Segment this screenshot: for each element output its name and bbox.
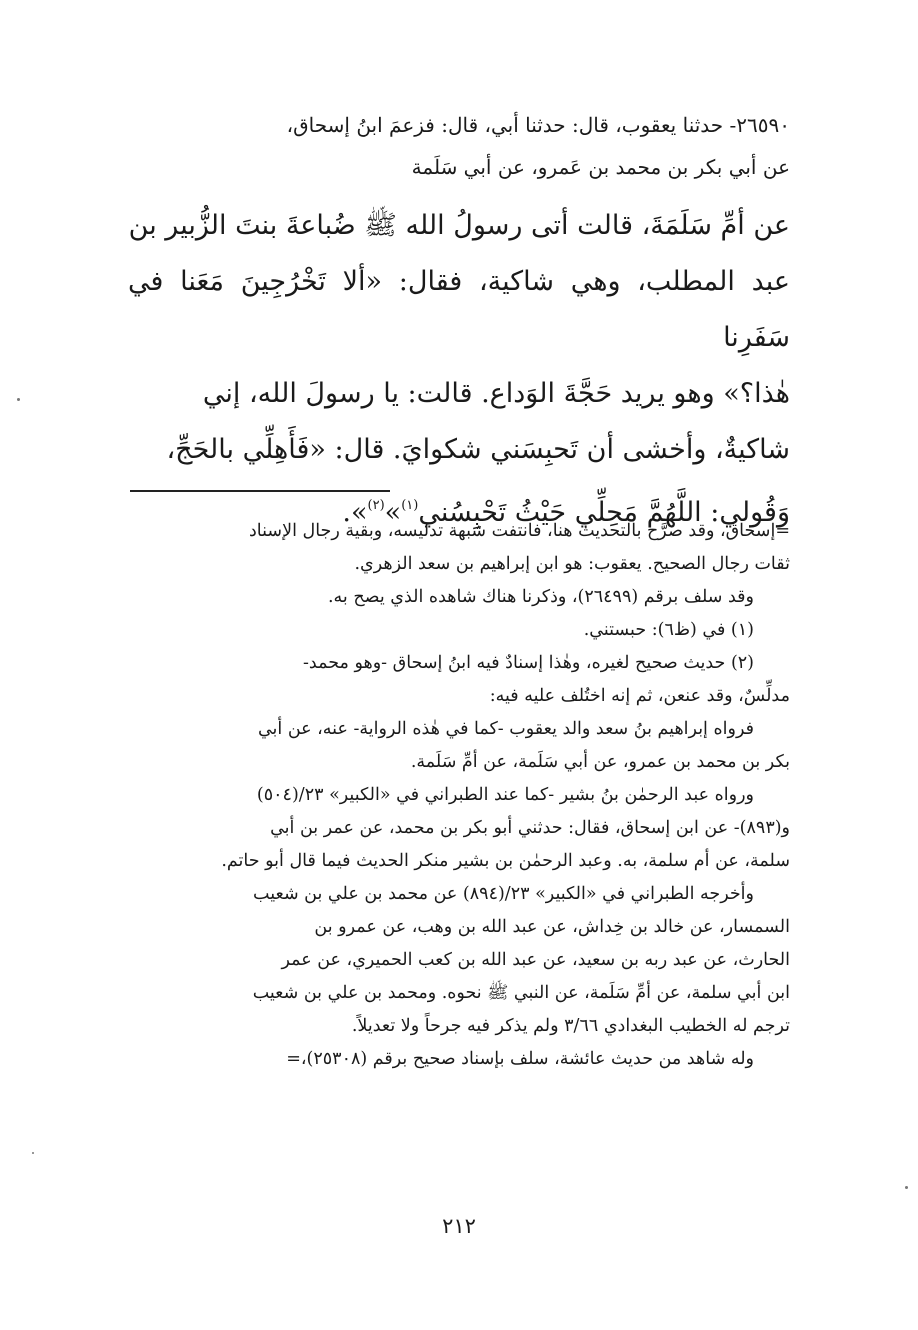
footnote-line: سلمة، عن أم سلمة، به. وعبد الرحمٰن بن بشير منكر الحديث فيما قال أبو حاتم. <box>221 851 790 871</box>
scan-speck <box>32 1152 34 1154</box>
footnote-line: و(٨٩٣)- عن ابن إسحاق، فقال: حدثني أبو بكر بن محمد، عن عمر بن أبي <box>270 818 790 838</box>
footnote-separator <box>130 490 390 492</box>
footnote-line: ابن أبي سلمة، عن أمِّ سَلَمة، عن النبي ﷺ نحوه. ومحمد بن علي بن شعيب <box>252 983 790 1003</box>
footnote-line: وأخرجه الطبراني في «الكبير» ٢٣/(٨٩٤) عن محمد بن علي بن شعيب <box>253 884 754 904</box>
footnote-ref-1: (١) <box>401 498 419 513</box>
isnad-line: ٢٦٥٩٠- حدثنا يعقوب، قال: حدثنا أبي، قال: فزعمَ ابنُ إسحاق، <box>286 113 790 137</box>
footnote-paragraph <box>128 614 790 647</box>
matn-line: وَقُولي: اللَّهُمَّ مَحِلِّي حَيْثُ تَحْبِسُني <box>418 497 790 528</box>
footnote-line: وقد سلف برقم (٢٦٤٩٩)، وذكرنا هناك شاهده الذي يصح به. <box>327 587 754 607</box>
scan-speck <box>905 1186 908 1189</box>
footnote-line: فرواه إبراهيم بنُ سعد والد يعقوب -كما في هٰذه الرواية- عنه، عن أبي <box>257 719 754 739</box>
page-number: ٢١٢ <box>442 1214 476 1238</box>
scan-speck <box>17 398 20 401</box>
footnote-line: =إسحاق، وقد صرَّح بالتحديث هنا، فانتفت شبهة تدليسه، وبقية رجال الإسناد <box>249 521 790 541</box>
matn-line: عبد المطلب، وهي شاكية، فقال: «ألا تَخْرُجِينَ مَعَنا في سَفَرِنا <box>128 266 790 353</box>
footnote-line: الحارث، عن عبد ربه بن سعيد، عن عبد الله بن كعب الحميري، عن عمر <box>281 950 790 970</box>
footnote-line: ترجم له الخطيب البغدادي ٣/٦٦ ولم يذكر فيه جرحاً ولا تعديلاً. <box>351 1016 790 1036</box>
matn-end: ». <box>342 497 368 528</box>
footnote-paragraph <box>128 581 790 614</box>
footnote-paragraph <box>128 713 790 779</box>
isnad-line: عن أبي بكر بن محمد بن عَمرو، عن أبي سَلَمة <box>411 155 790 179</box>
footnote-line: بكر بن محمد بن عمرو، عن أبي سَلَمة، عن أمِّ سَلَمة. <box>410 752 790 772</box>
footnote-ref-2: (٢) <box>367 498 385 513</box>
footnote-paragraph <box>128 647 790 713</box>
matn-line: عن أمِّ سَلَمَةَ، قالت أتى رسولُ الله ﷺ ضُباعةَ بنتَ الزُّبير بن <box>128 210 790 241</box>
footnotes <box>128 515 790 1076</box>
footnote-line: السمسار، عن خالد بن خِداش، عن عبد الله بن وهب، عن عمرو بن <box>314 917 790 937</box>
matn-close-quote: » <box>384 497 402 528</box>
footnote-line: مدلِّسٌ، وقد عنعن، ثم إنه اختُلف عليه فيه: <box>489 686 790 706</box>
footnote-line: ثقات رجال الصحيح. يعقوب: هو ابن إبراهيم بن سعد الزهري. <box>354 554 790 574</box>
matn-line: شاكيةٌ، وأخشى أن تَحبِسَني شكوايَ. قال: «فَأَهِلِّي بالحَجِّ، <box>166 434 790 465</box>
footnote-line: (١) في (ظ٦): حبستني. <box>583 620 754 640</box>
footnote-paragraph <box>128 779 790 878</box>
footnote-line: وله شاهد من حديث عائشة، سلف بإسناد صحيح برقم (٢٥٣٠٨)،= <box>286 1049 754 1069</box>
footnote-line: ورواه عبد الرحمٰن بنُ بشير -كما عند الطبراني في «الكبير» ٢٣/(٥٠٤) <box>256 785 754 805</box>
footnote-paragraph <box>128 1043 790 1076</box>
matn-line: هٰذا؟» وهو يريد حَجَّةَ الوَداع. قالت: يا رسولَ الله، إني <box>202 378 790 409</box>
footnote-line: (٢) حديث صحيح لغيره، وهٰذا إسنادٌ فيه ابنُ إسحاق -وهو محمد- <box>303 653 754 673</box>
hadith-isnad <box>130 104 790 188</box>
footnote-paragraph <box>128 515 790 581</box>
footnote-paragraph <box>128 878 790 1043</box>
